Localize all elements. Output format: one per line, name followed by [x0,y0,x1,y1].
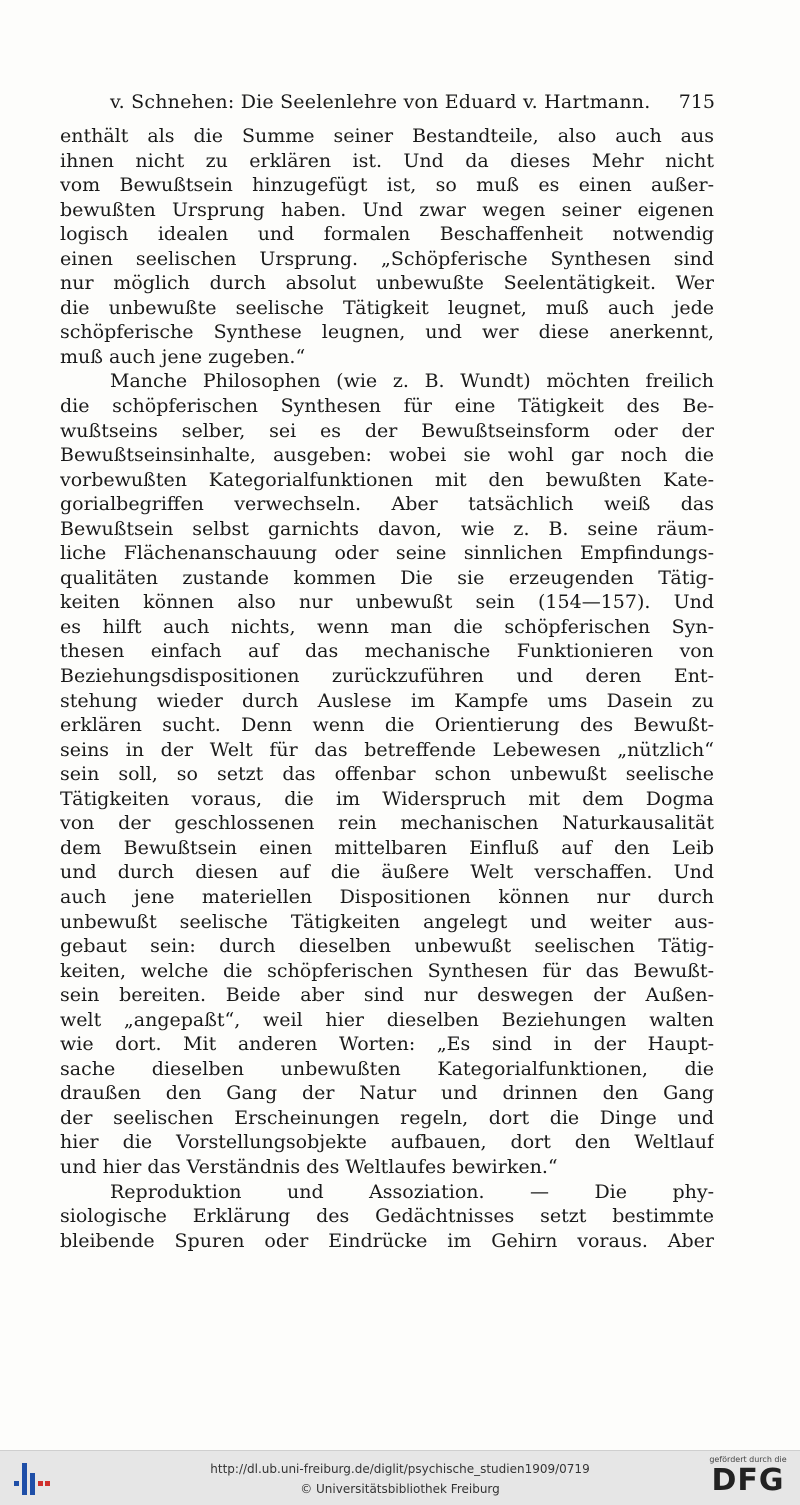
text-line: Beziehungsdispositionen zurückzuführen und deren Ent- [60,665,714,688]
text-line: und durch diesen auf die äußere Welt verschaffen. Und [60,861,714,884]
text-line: es hilft auch nichts, wenn man die schöpferischen Syn- [60,615,714,638]
text-line: qualitäten zustande kommen Die sie erzeugenden Tätig- [60,566,714,589]
text-line: der seelischen Erscheinungen regeln, dort die Dinge und [60,1106,714,1129]
text-line: ihnen nicht zu erklären ist. Und da dieses Mehr nicht [60,149,714,172]
text-line: die unbewußte seelische Tätigkeit leugnet, muß auch jede [60,296,714,319]
text-line: Manche Philosophen (wie z. B. Wundt) möchten freilich [110,370,714,393]
text-line: Bewußtseinsinhalte, ausgeben: wobei sie wohl gar noch die [60,444,714,467]
text-line: sache dieselben unbewußten Kategorialfunktionen, die [60,1057,714,1080]
copyright-notice: © Universitätsbibliothek Freiburg [300,1482,500,1496]
viewer-footer [0,1450,800,1505]
text-line: sein soll, so setzt das offenbar schon unbewußt seelische [60,763,714,786]
text-line: draußen den Gang der Natur und drinnen den Gang [60,1082,714,1105]
text-line: Bewußtsein selbst garnichts davon, wie z. B. seine räum- [60,517,714,540]
text-line: seins in der Welt für das betreffende Lebewesen „nützlich“ [60,738,714,761]
text-line: dem Bewußtsein einen mittelbaren Einfluß auf den Leib [60,836,714,859]
text-line: bewußten Ursprung haben. Und zwar wegen seiner eigenen [60,198,714,221]
section-heading-line: Reproduktion und Assoziation. — Die phy- [110,1180,714,1203]
text-line: welt „angepaßt“, weil hier dieselben Beziehungen walten [60,1008,714,1031]
text-line: logisch idealen und formalen Beschaffenheit notwendig [60,223,714,246]
text-line: gorialbegriffen verwechseln. Aber tatsächlich weiß das [60,493,714,516]
text-line: thesen einfach auf das mechanische Funktionieren von [60,640,714,663]
text-line: einen seelischen Ursprung. „Schöpferische Synthesen sind [60,247,714,270]
text-line: liche Flächenanschauung oder seine sinnlichen Empfindungs- [60,542,714,565]
page-number: 715 [678,91,715,113]
dfg-logo [704,1455,792,1501]
text-line: von der geschlossenen rein mechanischen Naturkausalität [60,812,714,835]
text-line: die schöpferischen Synthesen für eine Tätigkeit des Be- [60,395,714,418]
text-line: enthält als die Summe seiner Bestandteile, also auch aus [60,125,714,147]
text-line: keiten können also nur unbewußt sein (154—157). Und [60,591,714,614]
text-line: sein bereiten. Beide aber sind nur deswegen der Außen- [60,984,714,1007]
text-line: wie dort. Mit anderen Worten: „Es sind in der Haupt- [60,1033,714,1056]
text-line: nur möglich durch absolut unbewußte Seelentätigkeit. Wer [60,272,714,295]
text-line: keiten, welche die schöpferischen Synthesen für das Bewußt- [60,959,714,982]
text-line: vom Bewußtsein hinzugefügt ist, so muß es einen außer- [60,174,714,197]
dfg-caption: gefördert durch die [709,1455,787,1464]
text-line: schöpferische Synthese leugnen, und wer diese anerkennt, [60,321,714,344]
body-text [60,124,714,1253]
text-line: auch jene materiellen Dispositionen können nur durch [60,885,714,908]
text-line: und hier das Verständnis des Weltlaufes bewirken.“ [60,1155,558,1178]
dfg-logo-text: DFG [711,1463,785,1498]
text-line: muß auch jene zugeben.“ [60,345,306,368]
running-title: v. Schnehen: Die Seelenlehre von Eduard v. Hartmann. [110,91,651,113]
text-line: siologische Erklärung des Gedächtnisses setzt bestimmte [60,1205,714,1228]
permalink-url[interactable]: http://dl.ub.uni-freiburg.de/diglit/psychische_studien1909/0719 [210,1462,590,1476]
text-line: stehung wieder durch Auslese im Kampfe ums Dasein zu [60,689,714,712]
page-header [60,88,715,116]
text-line: Tätigkeiten voraus, die im Widerspruch mit dem Dogma [60,787,714,810]
text-line: vorbewußten Kategorialfunktionen mit den bewußten Kate- [60,468,714,491]
text-line: gebaut sein: durch dieselben unbewußt seelischen Tätig- [60,935,714,958]
text-line: wußtseins selber, sei es der Bewußtseinsform oder der [60,419,714,442]
text-line: bleibende Spuren oder Eindrücke im Gehirn voraus. Aber [60,1229,714,1252]
text-line: unbewußt seelische Tätigkeiten angelegt und weiter aus- [60,910,714,933]
text-line: erklären sucht. Denn wenn die Orientierung des Bewußt- [60,714,714,737]
text-line: hier die Vorstellungsobjekte aufbauen, dort den Weltlauf [60,1131,714,1154]
